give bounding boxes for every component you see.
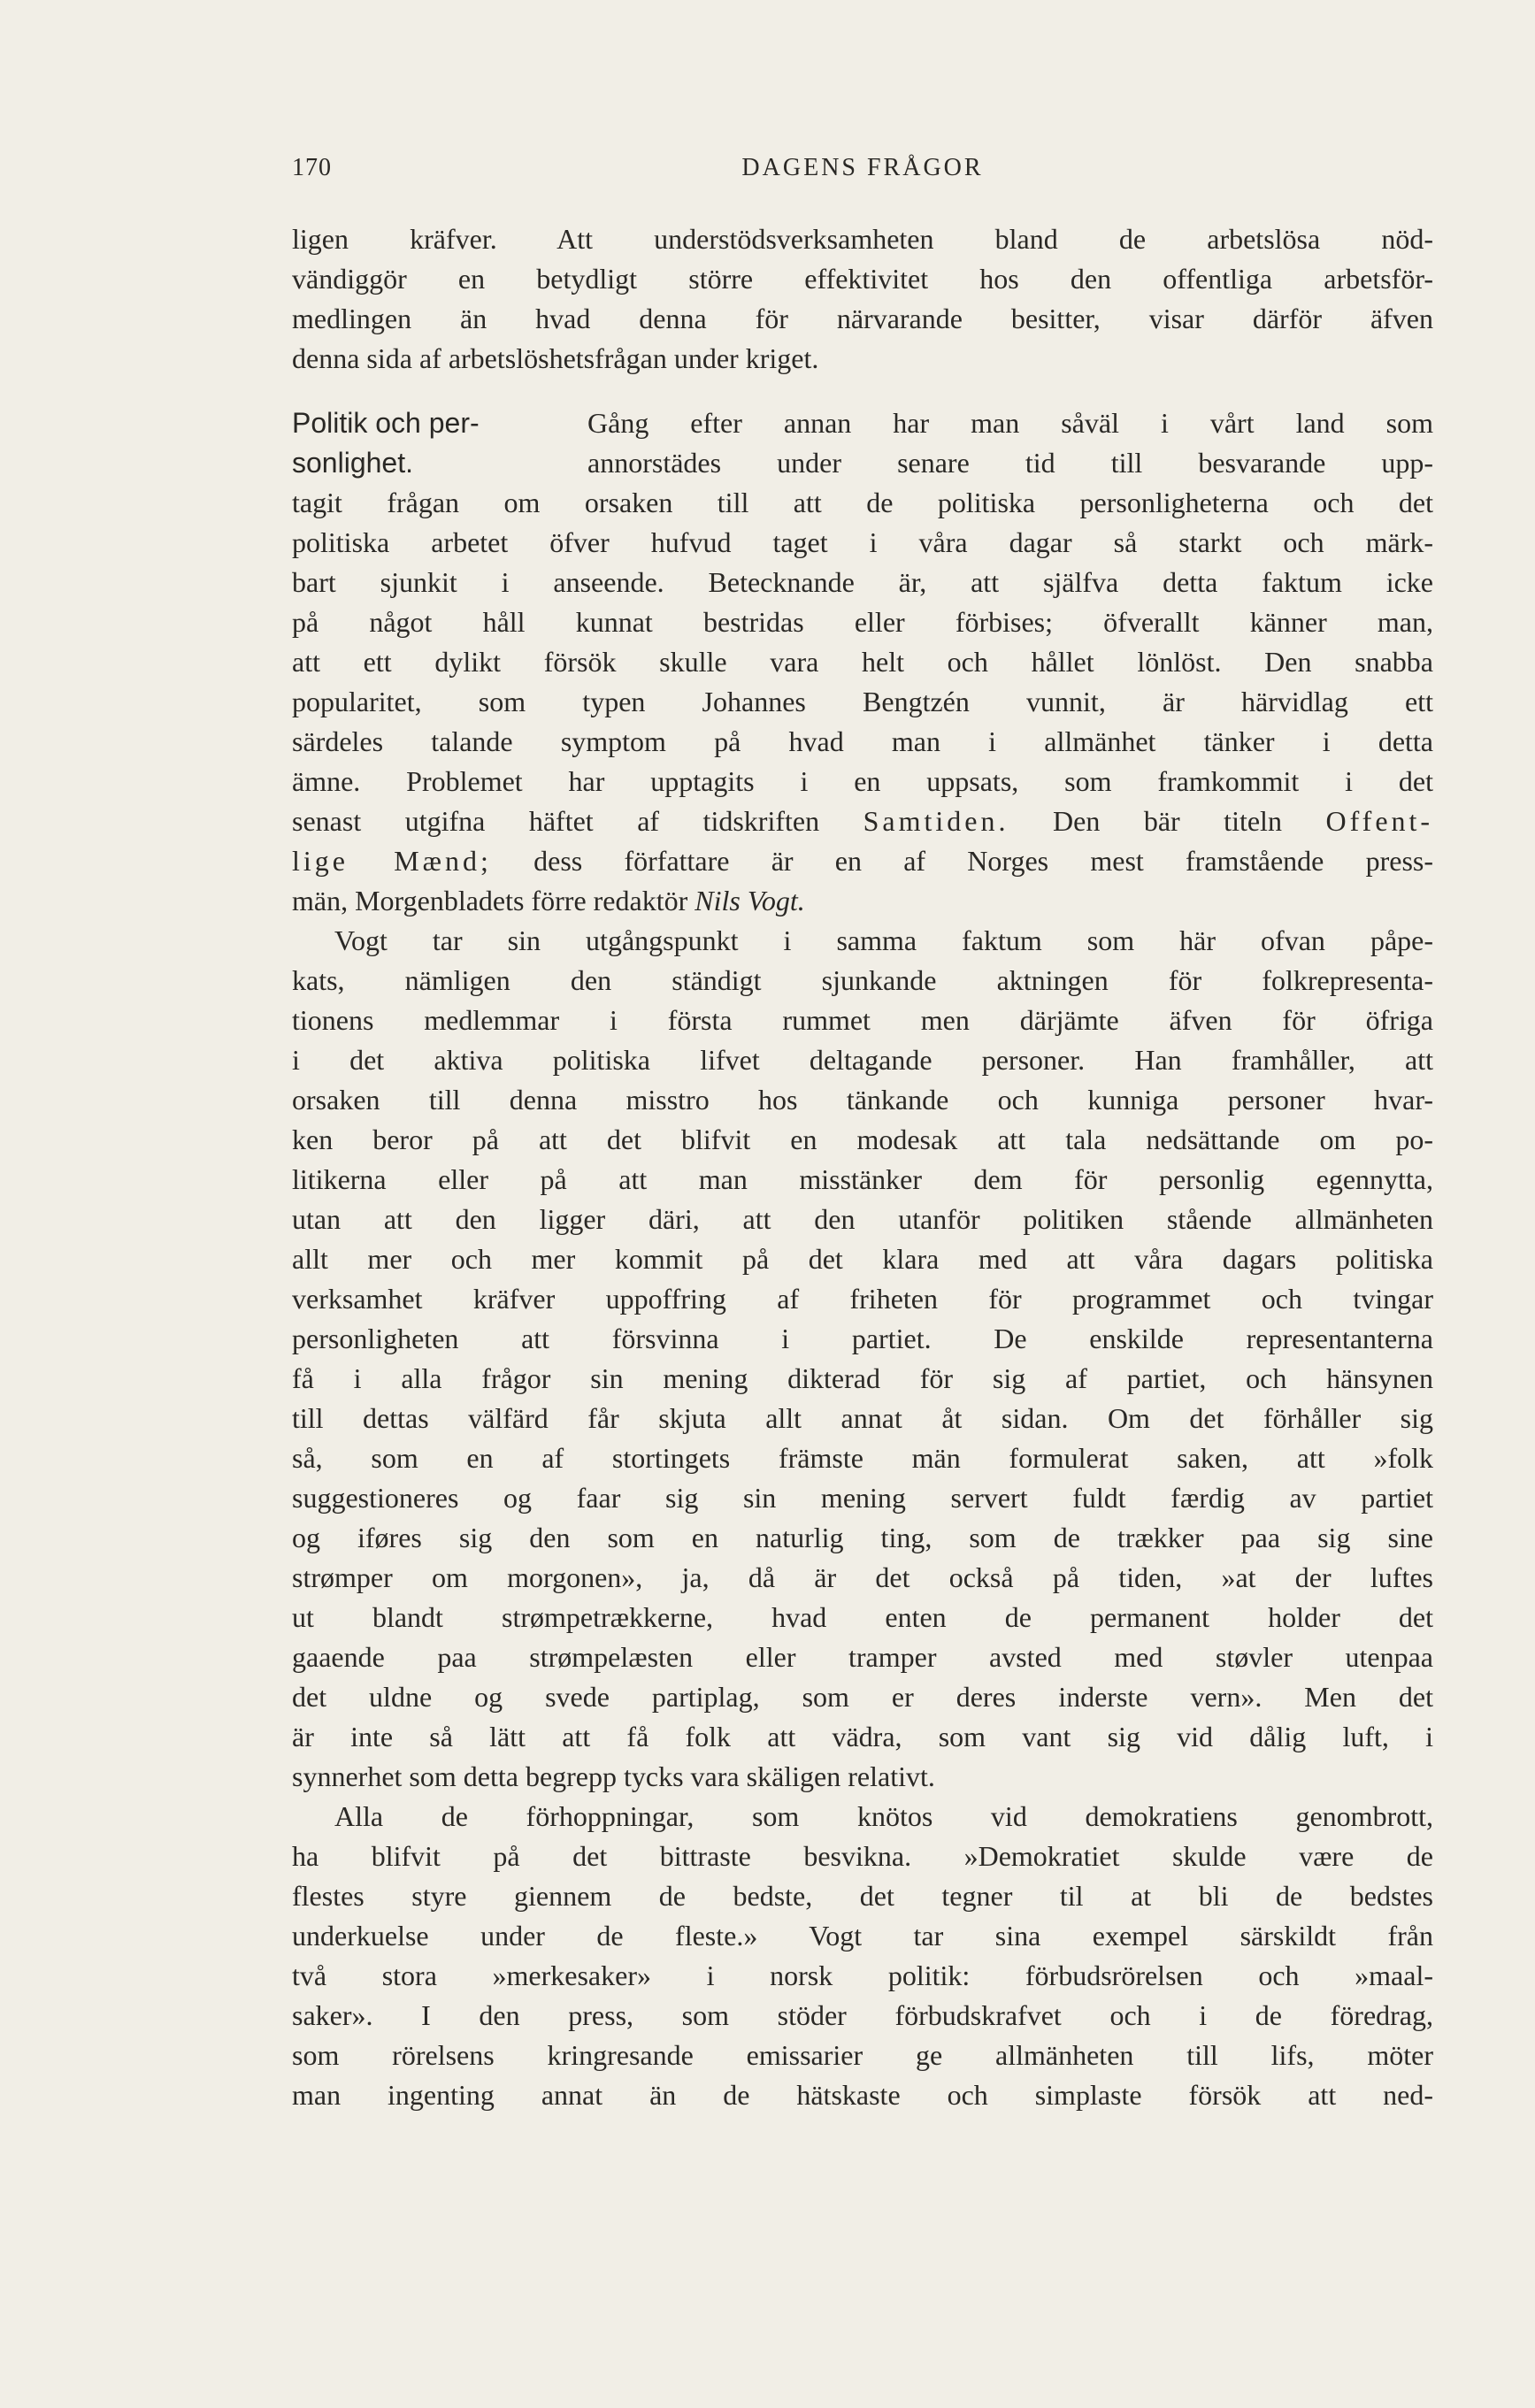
text-line: som rörelsens kringresande emissarier ge allmänheten till lifs, möter (292, 2039, 1433, 2071)
paragraph-2 (292, 403, 1433, 921)
text-line: ämne. Problemet har upptagits i en uppsats, som framkommit i det (292, 765, 1433, 797)
section-gap (292, 379, 1433, 403)
text-line: det uldne og svede partiplag, som er deres inderste vern». Men det (292, 1681, 1433, 1713)
text-line: att ett dylikt försök skulle vara helt och hållet lönlöst. Den snabba (292, 646, 1433, 678)
page-header (292, 154, 1433, 193)
paragraph-1 (292, 219, 1433, 379)
text-line: personligheten att försvinna i partiet. De enskilde representanterna (292, 1323, 1433, 1354)
side-note-line: Politik och per- (292, 407, 480, 439)
text-line: två stora »merkesaker» i norsk politik: förbudsrörelsen och »maal- (292, 1959, 1433, 1991)
text-line: synnerhet som detta begrepp tycks vara skäligen relativt. (292, 1760, 935, 1792)
text-line: är inte så lätt att få folk att vädra, som vant sig vid dålig luft, i (292, 1721, 1433, 1752)
text-line: kats, nämligen den ständigt sjunkande aktningen för folkrepresenta- (292, 964, 1433, 996)
text-line: popularitet, som typen Johannes Bengtzén vunnit, är härvidlag ett (292, 686, 1433, 717)
text-line: verksamhet kräfver uppoffring af friheten för programmet och tvingar (292, 1283, 1433, 1315)
text-line: ken beror på att det blifvit en modesak att tala nedsättande om po- (292, 1123, 1433, 1155)
text-line (292, 881, 1433, 921)
page-number: 170 (292, 154, 332, 181)
text-line: denna sida af arbetslöshetsfrågan under kriget. (292, 342, 819, 374)
text-line: Vogt tar sin utgångspunkt i samma faktum som här ofvan påpe- (334, 924, 1433, 956)
body-text (292, 219, 1433, 2115)
side-note (292, 403, 577, 483)
text-line: allt mer och mer kommit på det klara med att våra dagars politiska (292, 1243, 1433, 1275)
text-fragment: män, Morgenbladets förre redaktör (292, 885, 688, 916)
text-line: strømper om morgonen», ja, då är det också på tiden, »at der luftes (292, 1561, 1433, 1593)
text-line: ut blandt strømpetrækkerne, hvad enten de permanent holder det (292, 1601, 1433, 1633)
text-line: till dettas välfärd får skjuta allt annat åt sidan. Om det förhåller sig (292, 1402, 1433, 1434)
side-note-line: sonlighet. (292, 447, 413, 479)
text-line: annorstädes under senare tid till besvarande upp- (587, 447, 1433, 479)
text-line: litikerna eller på att man misstänker dem för personlig egennytta, (292, 1163, 1433, 1195)
text-line: suggestioneres og faar sig sin mening servert fuldt færdig av partiet (292, 1482, 1433, 1514)
text-line: underkuelse under de fleste.» Vogt tar sina exempel särskildt från (292, 1920, 1433, 1952)
journal-name: Samtiden. (863, 805, 1009, 837)
text-line: vändiggör en betydligt större effektivitet hos den offentliga arbetsför- (292, 263, 1433, 295)
text-line: ligen kräfver. Att understödsverksamheten bland de arbetslösa nöd- (292, 223, 1433, 255)
text-line (292, 841, 1433, 881)
text-line: tagit frågan om orsaken till att de politiska personligheterna och det (292, 487, 1433, 518)
text-line: medlingen än hvad denna för närvarande besitter, visar därför äfven (292, 303, 1433, 334)
text-line: flestes styre giennem de bedste, det tegner til at bli de bedstes (292, 1880, 1433, 1912)
text-line: politiska arbetet öfver hufvud taget i våra dagar så starkt och märk- (292, 526, 1433, 558)
text-line: i det aktiva politiska lifvet deltagande personer. Han framhåller, att (292, 1044, 1433, 1076)
text-line: man ingenting annat än de hätskaste och simplaste försök att ned- (292, 2079, 1433, 2111)
text-line: Gång efter annan har man såväl i vårt land som (587, 407, 1433, 439)
paragraph-3 (292, 921, 1433, 1797)
article-title: lige Mænd; (292, 845, 492, 877)
text-line: saker». I den press, som stöder förbudskrafvet och i de föredrag, (292, 1999, 1433, 2031)
paragraph-4 (292, 1797, 1433, 2115)
text-line: utan att den ligger däri, att den utanför politiken stående allmänheten (292, 1203, 1433, 1235)
text-fragment: Den bär titeln (1053, 805, 1282, 837)
text-line: ha blifvit på det bittraste besvikna. »Demokratiet skulde være de (292, 1840, 1433, 1872)
text-fragment: dess författare är en af Norges mest framstående press- (533, 845, 1433, 877)
text-line (292, 801, 1433, 841)
text-fragment: senast utgifna häftet af tidskriften (292, 805, 820, 837)
text-line: särdeles talande symptom på hvad man i allmänhet tänker i detta (292, 725, 1433, 757)
text-line: gaaende paa strømpelæsten eller tramper avsted med støvler utenpaa (292, 1641, 1433, 1673)
author-name: Nils Vogt. (695, 885, 805, 916)
text-line: orsaken till denna misstro hos tänkande och kunniga personer hvar- (292, 1084, 1433, 1116)
text-line: bart sjunkit i anseende. Betecknande är, att själfva detta faktum icke (292, 566, 1433, 598)
text-line: tionens medlemmar i första rummet men därjämte äfven för öfriga (292, 1004, 1433, 1036)
text-line: på något håll kunnat bestridas eller förbises; öfverallt känner man, (292, 606, 1433, 638)
text-line: så, som en af stortingets främste män formulerat saken, att »folk (292, 1442, 1433, 1474)
text-line: få i alla frågor sin mening dikterad för sig af partiet, och hänsynen (292, 1362, 1433, 1394)
running-title: DAGENS FRÅGOR (741, 154, 984, 181)
text-line: og iføres sig den som en naturlig ting, som de trækker paa sig sine (292, 1522, 1433, 1553)
text-line: Alla de förhoppningar, som knötos vid demokratiens genombrott, (334, 1800, 1433, 1832)
article-title: Offent- (1325, 805, 1433, 837)
